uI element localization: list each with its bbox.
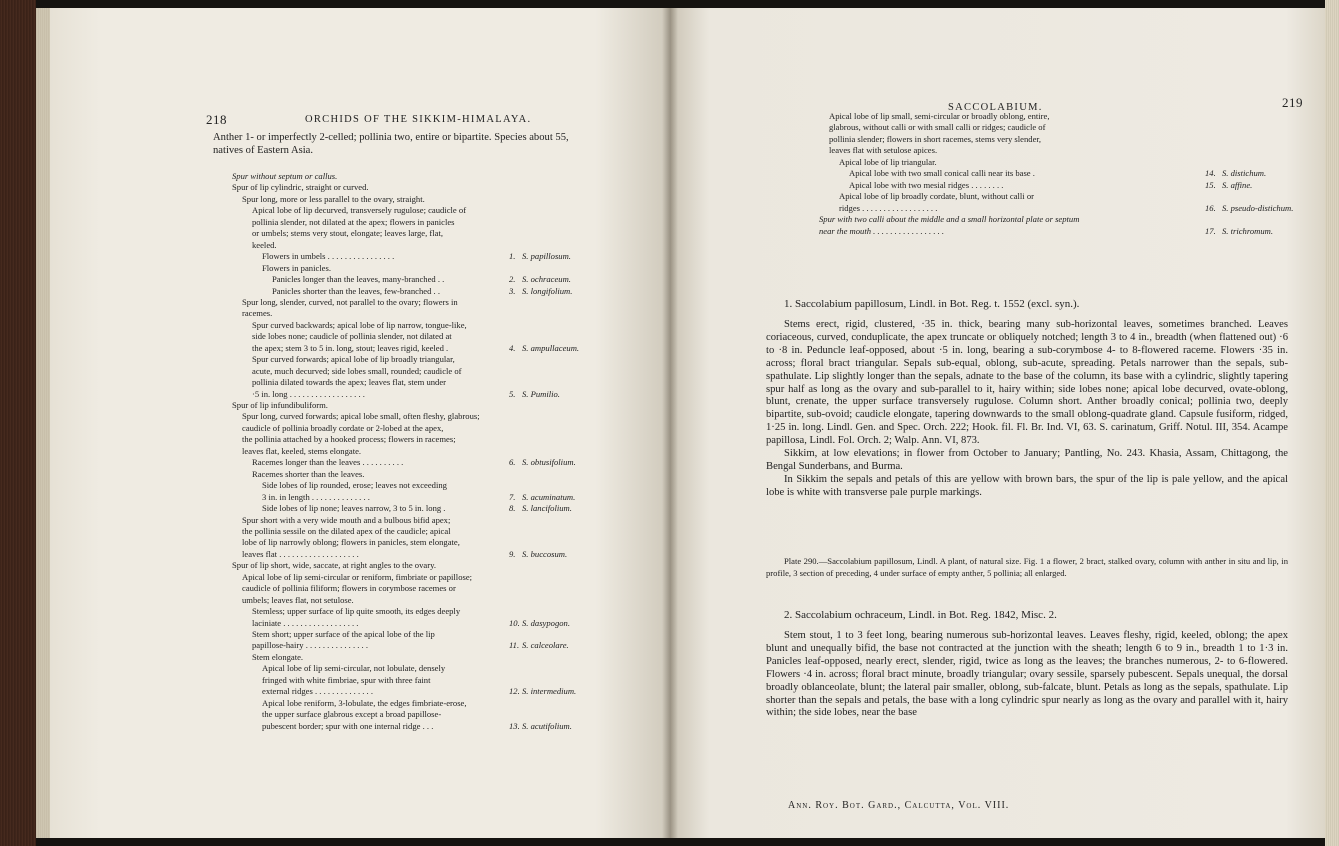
- key-row: fringed with white fimbriae, spur with three faint: [262, 674, 431, 685]
- key-row: Spur long, slender, curved, not parallel to the ovary; flowers in: [242, 296, 458, 307]
- key-row: acute, much decurved; side lobes small, rounded; caudicle of: [252, 365, 462, 376]
- key-number: 11.: [509, 640, 520, 651]
- key-row: umbels; leaves flat, not setulose.: [242, 594, 354, 605]
- key-row: Spur of lip short, wide, saccate, at right angles to the ovary.: [232, 560, 436, 571]
- book-cover-edge: [0, 0, 36, 846]
- key-row: Spur short with a very wide mouth and a bulbous bifid apex;: [242, 514, 451, 525]
- key-number: 9.: [509, 548, 516, 559]
- key-row: pollinia dilated towards the apex; leaves flat, stem under: [252, 377, 447, 388]
- key-row: the pollinia attached by a hooked process; flowers in racemes;: [242, 434, 456, 445]
- key-row: Flowers in umbels . . . . . . . . . . . . . . . .: [262, 251, 395, 262]
- species-heading-text: 2. Saccolabium ochraceum, Lindl. in Bot. Reg. 1842, Misc. 2.: [784, 609, 1057, 621]
- key-row: Apical lobe of lip triangular.: [839, 156, 937, 167]
- plate-caption: Plate 290.—Saccolabium papillosum, Lindl. A plant, of natural size. Fig. 1 a flower, 2 bract, stalked ovary, column with anther in situ and lip, in profile, 3 section of preceding, 4 under surface of empty anther, 5 pollinia; all enlarged.: [766, 556, 1288, 578]
- key-species: S. buccosum.: [522, 548, 568, 559]
- key-row: Spur with two calli about the middle and a small horizontal plate or septum: [819, 214, 1080, 225]
- key-row: glabrous, without calli or with small calli or ridges; caudicle of: [829, 122, 1046, 133]
- species-description: [766, 319, 1288, 500]
- key-species: S. distichum.: [1222, 168, 1267, 179]
- description-paragraph: Stems erect, rigid, clustered, ·35 in. thick, bearing many sub-horizontal leaves, sometimes branched. Leaves coriaceous, curved, conduplicate, the apex truncate or obliquely notched; length 3 to 4 in., breadth (when flattened out) ·6 to ·8 in. Peduncle leaf-opposed, about ·5 in. long, bearing a sub-corymbose 4- to 8-flowered raceme. Flowers ·35 in. across; floral bract triangular. Sepals sub-equal, oblong, sub-acute, spreading. Petals narrower than the sepals, sub-spathulate. Lip slightly longer than the sepals, adnate to the base of the column, its base with a cylindric, slightly tapering spur half as long as the ovary and sub-parallel to it, hairy within; side lobes none; apical lobe decurved, ovate-oblong, blunt, crenate, the upper surface transversely rugulose. Column short. Anther broadly conical; pollinia two, deeply bipartite, sub-ovoid; caudicle elongate, tapering downwards to the small oblong-quadrate gland. Capsule fusiform, ridged, 1·25 in. long. Lindl. Gen. and Spec. Orch. 222; Hook. fil. Fl. Br. Ind. VI, 63. S. carinatum, Griff. Notul. III, 354. Acampe papillosa, Lindl. Fol. Orch. 2; Walp. Ann. VI, 873.: [766, 319, 1288, 447]
- key-row: racemes.: [242, 308, 273, 319]
- key-species: S. affine.: [1222, 179, 1253, 190]
- key-row: Spur curved forwards; apical lobe of lip broadly triangular,: [252, 354, 455, 365]
- intro-line: Anther 1- or imperfectly 2-celled; pollinia two, entire or bipartite. Species about 55,: [213, 132, 569, 143]
- key-number: 7.: [509, 491, 516, 502]
- key-number: 1.: [509, 251, 516, 262]
- running-head: SACCOLABIUM.: [948, 102, 1043, 113]
- species-description: [766, 630, 1288, 720]
- key-row: Side lobes of lip none; leaves narrow, 3 to 5 in. long .: [262, 503, 446, 514]
- key-row: Spur curved backwards; apical lobe of lip narrow, tongue-like,: [252, 319, 467, 330]
- key-row: Side lobes of lip rounded, erose; leaves not exceeding: [262, 480, 447, 491]
- key-number: 12.: [509, 686, 520, 697]
- page-footer: Ann. Roy. Bot. Gard., Calcutta, Vol. VIII.: [788, 800, 1010, 811]
- species-heading: [784, 609, 1294, 622]
- key-row: Apical lobe of lip small, semi-circular or broadly oblong, entire,: [829, 111, 1050, 121]
- key-row: Apical lobe with two mesial ridges . . . . . . . .: [849, 179, 1004, 190]
- key-row: leaves flat with setulose apices.: [829, 145, 938, 156]
- key-row: Racemes longer than the leaves . . . . . . . . . .: [252, 457, 404, 468]
- left-page: [50, 8, 670, 838]
- key-species: S. longifolium.: [522, 285, 573, 296]
- key-row: leaves flat, keeled, stems elongate.: [242, 445, 362, 456]
- key-number: 3.: [509, 285, 516, 296]
- key-species: S. pseudo-distichum.: [1222, 202, 1294, 213]
- key-number: 2.: [509, 274, 516, 285]
- key-species: S. ampullaceum.: [522, 342, 580, 353]
- description-paragraph: Sikkim, at low elevations; in flower from October to January; Pantling, No. 243. Khasia, Assam, Chittagong, the Bengal Sunderbans, and Burma.: [766, 448, 1288, 472]
- key-row: external ridges . . . . . . . . . . . . . .: [262, 686, 373, 697]
- key-row: caudicle of pollinia filiform; flowers in corymbose racemes or: [242, 583, 456, 594]
- key-row: Apical lobe reniform, 3-lobulate, the edges fimbriate-erose,: [262, 697, 467, 708]
- key-row: Apical lobe of lip broadly cordate, blunt, without calli or: [839, 191, 1034, 202]
- key-row: caudicle of pollinia broadly cordate or 2-lobed at the apex,: [242, 422, 444, 433]
- key-number: 15.: [1205, 179, 1216, 190]
- key-species: S. dasypogon.: [522, 617, 570, 628]
- key-row: Panicles shorter than the leaves, few-branched . .: [272, 285, 440, 296]
- key-row: side lobes none; caudicle of pollinia slender, not dilated at: [252, 331, 452, 342]
- page-stack-right: [1325, 0, 1339, 846]
- key-row: papillose-hairy . . . . . . . . . . . . . . .: [252, 640, 368, 651]
- description-paragraph: In Sikkim the sepals and petals of this are yellow with brown bars, the spur of the lip is pale yellow, and the apical lobe is white with transverse pale purple markings.: [766, 473, 1288, 498]
- key-species: S. acuminatum.: [522, 491, 576, 502]
- key-row: Apical lobe of lip decurved, transversely rugulose; caudicle of: [252, 205, 467, 216]
- key-number: 13.: [509, 720, 520, 731]
- right-page: [670, 8, 1325, 838]
- key-row: lobe of lip narrowly oblong; flowers in panicles, stem elongate,: [242, 537, 460, 548]
- key-species: S. ochraceum.: [522, 274, 571, 285]
- key-number: 6.: [509, 457, 516, 468]
- key-row: ridges . . . . . . . . . . . . . . . . . .: [839, 202, 938, 213]
- key-number: 4.: [509, 342, 516, 353]
- key-row: Panicles longer than the leaves, many-branched . .: [272, 274, 445, 285]
- key-row: keeled.: [252, 239, 277, 250]
- key-row: the apex; stem 3 to 5 in. long, stout; leaves rigid, keeled .: [252, 342, 449, 353]
- key-number: 17.: [1205, 225, 1216, 236]
- key-row: Apical lobe of lip semi-circular, not lobulate, densely: [262, 663, 446, 674]
- key-row: leaves flat . . . . . . . . . . . . . . . . . . .: [242, 548, 359, 559]
- key-row: near the mouth . . . . . . . . . . . . . . . . .: [819, 225, 945, 236]
- key-number: 14.: [1205, 168, 1216, 179]
- key-number: 16.: [1205, 202, 1216, 213]
- key-number: 10.: [509, 617, 520, 628]
- key-row: Spur of lip infundibuliform.: [232, 400, 328, 410]
- key-row: Spur of lip cylindric, straight or curved.: [232, 182, 369, 193]
- key-row: Stem elongate.: [252, 651, 304, 662]
- key-row: pubescent border; spur with one internal ridge . . .: [262, 720, 434, 731]
- key-row: Flowers in panicles.: [262, 262, 331, 273]
- page-stack-left: [36, 8, 50, 838]
- key-number: 5.: [509, 388, 516, 399]
- key-row: Stem short; upper surface of the apical lobe of the lip: [252, 629, 435, 639]
- key-row: Stemless; upper surface of lip quite smooth, its edges deeply: [252, 606, 461, 617]
- key-row: ·5 in. long . . . . . . . . . . . . . . . . . .: [252, 388, 365, 399]
- key-species: S. calceolare.: [522, 640, 569, 651]
- key-row: pollinia slender, not dilated at the apex; flowers in panicles: [252, 216, 455, 227]
- key-row: the pollinia sessile on the dilated apex of the caudicle; apical: [242, 525, 451, 536]
- key-row: pollinia slender; flowers in short racemes, stems very slender,: [829, 133, 1042, 144]
- key-species: S. papillosum.: [522, 251, 571, 262]
- intro-line: natives of Eastern Asia.: [213, 145, 314, 156]
- description-paragraph: Stem stout, 1 to 3 feet long, bearing numerous sub-horizontal leaves. Leaves fleshy, rigid, keeled, oblong; the apex blunt and unequally bifid, the base not contracted at the junction with the sheath; length 6 to 9 in., breadth 1 to 1·3 in. Panicles leaf-opposed, nearly erect, slender, rigid, twice as long as the leaves; the branches numerous, 2- to 6-flowered. Flowers ·4 in. across; floral bract minute, broadly triangular; ovary sessile, sparsely pubescent. Sepals unequal, the dorsal broadly oblanceolate, blunt; the lateral pair smaller, oblong, sub-falcate, blunt. Petals as long as the sepals, spathulate. Lip shorter than the sepals and petals, the base with a long cylindric spur nearly as long as the ovary and parallel with it, hairy within; the side lobes, near the base: [766, 630, 1288, 719]
- key-number: 8.: [509, 503, 516, 514]
- key-species: S. intermedium.: [522, 686, 577, 697]
- key-row: 3 in. in length . . . . . . . . . . . . . .: [262, 491, 370, 502]
- key-species: S. trichromum.: [1222, 225, 1274, 236]
- key-species: S. obtusifolium.: [522, 457, 576, 468]
- species-heading: [784, 298, 1294, 311]
- key-row: Spur long, curved forwards; apical lobe small, often fleshy, glabrous;: [242, 411, 480, 422]
- key-species: S. lancifolium.: [522, 503, 572, 514]
- key-row: Apical lobe of lip semi-circular or reniform, fimbriate or papillose;: [242, 571, 473, 582]
- key-row: Spur without septum or callus.: [232, 171, 338, 181]
- key-row: laciniate . . . . . . . . . . . . . . . . . .: [252, 617, 359, 628]
- species-heading-text: 1. Saccolabium papillosum, Lindl. in Bot. Reg. t. 1552 (excl. syn.).: [784, 298, 1080, 310]
- key-row: Racemes shorter than the leaves.: [252, 468, 365, 479]
- running-head: ORCHIDS OF THE SIKKIM-HIMALAYA.: [305, 114, 532, 125]
- key-row: Apical lobe with two small conical calli near its base .: [849, 168, 1035, 179]
- key-row: the upper surface glabrous except a broad papillose-: [262, 709, 442, 720]
- key-row: or umbels; stems very stout, elongate; leaves large, flat,: [252, 228, 444, 239]
- book-gutter: [662, 8, 678, 838]
- key-row: Spur long, more or less parallel to the ovary, straight.: [242, 193, 425, 204]
- page-number: 219: [1282, 95, 1303, 110]
- page-number: 218: [206, 112, 227, 127]
- key-species: S. Pumilio.: [522, 388, 560, 399]
- key-species: S. acutifolium.: [522, 720, 572, 731]
